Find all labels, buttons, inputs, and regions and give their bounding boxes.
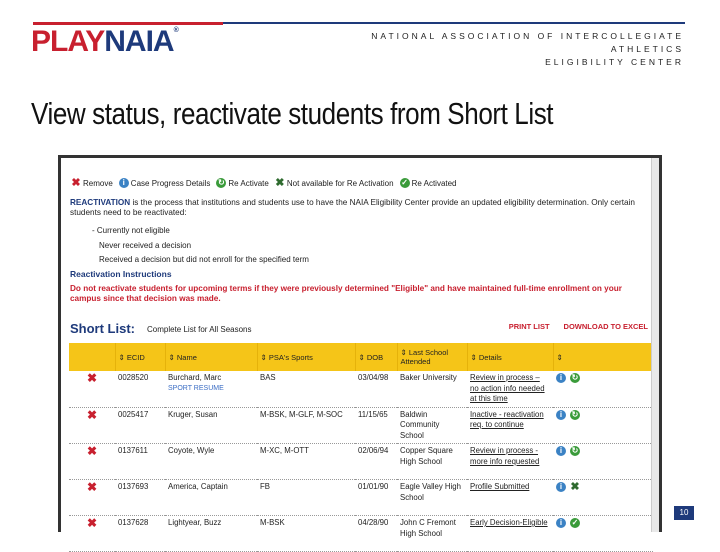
- cell-name: Lightyear, Buzz: [165, 516, 257, 552]
- cell-school: Eagle Valley High School: [397, 480, 467, 516]
- not-available-icon: ✖: [570, 481, 580, 493]
- remove-button[interactable]: ✖: [69, 371, 115, 407]
- col-school-label: Last School Attended: [400, 348, 449, 366]
- cell-details[interactable]: Profile Submitted: [467, 480, 553, 516]
- reactivation-text: is the process that institutions and students use to have the NAIA Eligibility Center provide an updated eligibility determination. Only certain students need to be reactivated:: [70, 198, 635, 217]
- org-name: [304, 30, 684, 69]
- cell-name: [165, 371, 257, 407]
- info-icon: i: [119, 178, 129, 188]
- page-number: 10: [674, 506, 694, 520]
- col-details[interactable]: ⇕ Details: [467, 343, 553, 371]
- reactivation-criteria: [92, 224, 309, 268]
- criteria-item: Never received a decision: [99, 240, 192, 250]
- cell-dob: 11/15/65: [355, 407, 397, 444]
- cell-dob: 01/01/90: [355, 480, 397, 516]
- cell-ecid: 0137611: [115, 444, 165, 480]
- remove-button[interactable]: ✖: [69, 407, 115, 444]
- logo-play: PLAY: [31, 25, 105, 58]
- logo-naia: NAIA: [104, 25, 174, 58]
- reactivation-instructions-link[interactable]: Reactivation Instructions: [70, 269, 172, 279]
- short-list-actions: [509, 322, 648, 331]
- cell-school: Baker University: [397, 371, 467, 407]
- cell-details[interactable]: Inactive - reactivation req. to continue: [467, 407, 553, 444]
- remove-button[interactable]: ✖: [69, 516, 115, 552]
- reactivate-icon: ↻: [218, 178, 225, 187]
- col-dob[interactable]: ⇕ DOB: [355, 343, 397, 371]
- col-sports[interactable]: ⇕ PSA's Sports: [257, 343, 355, 371]
- legend-remove-label: Remove: [83, 178, 113, 188]
- col-ecid[interactable]: ⇕ ECID: [115, 343, 165, 371]
- legend-reactivate: [216, 178, 268, 188]
- reactivated-icon: ✓: [401, 178, 408, 187]
- legend-case-progress: [119, 178, 211, 188]
- cell-sports: M-BSK: [257, 516, 355, 552]
- col-dob-label: DOB: [366, 352, 384, 362]
- cell-name: Kruger, Susan: [165, 407, 257, 444]
- legend-reactivate-label: Re Activate: [228, 178, 269, 188]
- cell-ecid: 0137693: [115, 480, 165, 516]
- cell-ecid: 0137628: [115, 516, 165, 552]
- reactivation-label: REACTIVATION: [70, 198, 131, 207]
- cell-school: Copper Square High School: [397, 444, 467, 480]
- info-icon[interactable]: i: [556, 518, 566, 528]
- cell-name: America, Captain: [165, 480, 257, 516]
- remove-button[interactable]: ✖: [69, 480, 115, 516]
- col-details-label: Details: [478, 352, 502, 362]
- info-icon[interactable]: i: [556, 446, 566, 456]
- org-line-2: ELIGIBILITY CENTER: [545, 57, 684, 67]
- cell-dob: 04/28/90: [355, 516, 397, 552]
- legend-reactivated: [400, 178, 457, 188]
- download-excel-link[interactable]: DOWNLOAD TO EXCEL: [563, 322, 648, 331]
- reactivate-icon[interactable]: ↻: [571, 409, 579, 419]
- col-name[interactable]: ⇕ Name: [165, 343, 257, 371]
- table-row: [69, 516, 653, 552]
- short-list-screenshot: [58, 155, 662, 538]
- reactivate-icon[interactable]: ↻: [571, 373, 579, 382]
- legend-remove: [71, 178, 113, 188]
- print-list-link[interactable]: PRINT LIST: [508, 322, 550, 331]
- reactivate-icon[interactable]: ↻: [571, 446, 579, 455]
- info-icon[interactable]: i: [556, 373, 566, 383]
- table-row: [69, 444, 653, 480]
- reactivation-warning: Do not reactivate students for upcoming terms if they were previously determined "Eligible" and have maintained full-time enrollment on your campus since that decision was made.: [70, 284, 622, 303]
- cell-details[interactable]: Review in process – no action info needed at this time: [467, 371, 553, 407]
- cell-sports: M-BSK, M-GLF, M-SOC: [257, 407, 355, 444]
- scrollbar[interactable]: [651, 158, 659, 532]
- short-list-title: Short List:: [70, 321, 135, 336]
- table-row: [69, 407, 653, 444]
- slide-title: View status, reactivate students from Short List: [31, 96, 554, 131]
- short-list-subtitle: Complete List for All Seasons: [147, 325, 252, 334]
- cell-sports: BAS: [257, 371, 355, 407]
- criteria-item: - Currently not eligible: [92, 226, 170, 235]
- cell-school: Baldwin Community School: [397, 407, 467, 444]
- cell-sports: FB: [257, 480, 355, 516]
- criteria-item: Received a decision but did not enroll for the specified term: [99, 255, 309, 264]
- icon-legend: [71, 178, 457, 188]
- table-row: [69, 371, 653, 407]
- cell-name: Coyote, Wyle: [165, 444, 257, 480]
- org-line-1: NATIONAL ASSOCIATION OF INTERCOLLEGIATE ATHLETICS: [371, 31, 684, 54]
- table-header-row: [69, 343, 653, 371]
- student-name: Burchard, Marc: [168, 373, 222, 382]
- col-ecid-label: ECID: [126, 352, 145, 362]
- col-sports-label: PSA's Sports: [268, 352, 313, 362]
- col-school[interactable]: ⇕ Last School Attended: [397, 343, 467, 371]
- remove-button[interactable]: ✖: [69, 444, 115, 480]
- cell-dob: 03/04/98: [355, 371, 397, 407]
- reactivated-icon: ✓: [571, 518, 579, 527]
- cell-ecid: 0025417: [115, 407, 165, 444]
- cell-actions: [553, 371, 653, 407]
- cell-details[interactable]: Review in process - more info requested: [467, 444, 553, 480]
- logo-trademark: ®: [173, 27, 178, 34]
- info-icon[interactable]: i: [556, 410, 566, 420]
- cell-actions: [553, 407, 653, 444]
- cell-actions: [553, 444, 653, 480]
- legend-reactivated-label: Re Activated: [411, 178, 457, 188]
- legend-not-available: [275, 178, 394, 188]
- col-name-label: Name: [176, 352, 197, 362]
- cell-ecid: 0028520: [115, 371, 165, 407]
- table-row: [69, 480, 653, 516]
- cell-school: John C Fremont High School: [397, 516, 467, 552]
- cell-sports: M-XC, M-OTT: [257, 444, 355, 480]
- reactivation-description: [70, 198, 646, 218]
- legend-case-progress-label: Case Progress Details: [130, 178, 211, 188]
- short-list-table: [69, 343, 653, 552]
- sport-resume-link[interactable]: SPORT RESUME: [168, 384, 224, 392]
- cell-actions: [553, 516, 653, 552]
- info-icon[interactable]: i: [556, 482, 566, 492]
- cell-dob: 02/06/94: [355, 444, 397, 480]
- playnaia-logo: [31, 27, 178, 57]
- cell-details[interactable]: Early Decision-Eligible: [467, 516, 553, 552]
- col-remove: [69, 343, 115, 371]
- cell-actions: [553, 480, 653, 516]
- col-actions[interactable]: ⇕: [553, 343, 653, 371]
- not-available-icon: ✖: [275, 177, 285, 189]
- legend-not-available-label: Not available for Re Activation: [286, 178, 394, 188]
- remove-icon: ✖: [71, 177, 81, 189]
